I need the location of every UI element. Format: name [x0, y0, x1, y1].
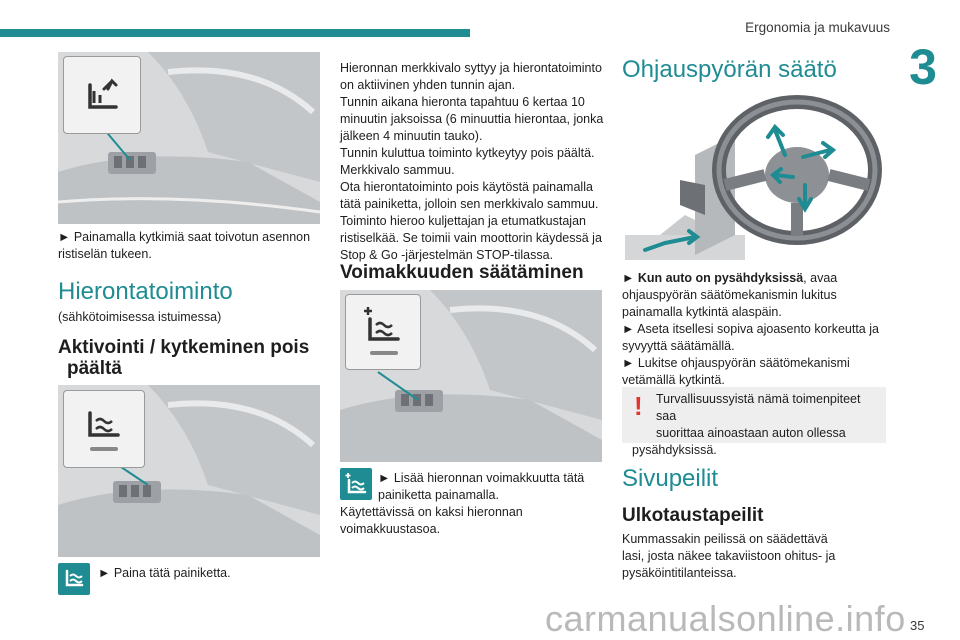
- intensity-step-line: ► Lisää hieronnan voimakkuutta tätä: [378, 471, 585, 485]
- intensity-step: [378, 470, 603, 504]
- chapter-number: 3: [909, 39, 937, 95]
- massage-title: Hierontatoiminto: [58, 278, 233, 305]
- steering-wheel-image: [625, 95, 885, 260]
- step1-rest: , avaa: [803, 271, 838, 285]
- intensity-note-line: voimakkuustasoa.: [340, 522, 441, 536]
- massage-info-line: Hieronnan merkkivalo syttyy ja hierontatoiminto: [340, 61, 602, 75]
- massage-button-callout: [63, 390, 145, 468]
- massage-info-line: Tunnin aikana hieronta tapahtuu 6 kertaa 10: [340, 95, 585, 109]
- warning-text: [632, 391, 882, 459]
- mirrors-line: pysäköintitilanteissa.: [622, 566, 737, 580]
- intensity-note-line: Käytettävissä on kaksi hieronnan: [340, 505, 523, 519]
- massage-info-line: Tunnin kuluttua toiminto kytkeytyy pois päältä.: [340, 146, 595, 160]
- steering-step3-line: vetämällä kytkintä.: [622, 373, 725, 387]
- lumbar-switch-callout: [63, 56, 141, 134]
- page-number: 35: [910, 618, 925, 633]
- top-accent-bar: [0, 29, 470, 37]
- massage-teal-icon: [58, 563, 90, 595]
- massage-info-line: Ota hierontatoiminto pois käytöstä painamalla: [340, 180, 593, 194]
- warning-icon: !: [634, 391, 643, 421]
- intensity-note: [340, 504, 600, 538]
- massage-info: [340, 60, 610, 264]
- massage-seat-icon: [64, 391, 144, 467]
- outside-mirrors-title: Ulkotaustapeilit: [622, 505, 764, 526]
- steering-step3-line: ► Lukitse ohjauspyörän säätömekanismi: [622, 356, 850, 370]
- steering-step2-line: syvyyttä säätämällä.: [622, 339, 735, 353]
- intensity-step-line: painiketta painamalla.: [378, 488, 499, 502]
- steering-title: Ohjauspyörän säätö: [622, 56, 837, 83]
- step1-bold: ► Kun auto on pysähdyksissä: [622, 271, 804, 285]
- lumbar-instruction: ► Painamalla kytkimiä saat toivotun asennon ristiselän tukeen.: [58, 230, 311, 261]
- activation-title-line1: Aktivointi / kytkeminen pois: [58, 337, 310, 358]
- massage-info-line: jälkeen 4 minuutin tauko).: [340, 129, 483, 143]
- steering-steps: [622, 270, 887, 389]
- warning-line: pysähdyksissä.: [632, 443, 717, 457]
- activation-title-line2: päältä: [67, 358, 122, 379]
- massage-info-line: Toiminto hieroo kuljettajan ja etumatkustajan: [340, 214, 586, 228]
- steering-step2-line: ► Aseta itsellesi sopiva ajoasento korkeutta ja: [622, 322, 879, 336]
- intensity-teal-icon: [340, 468, 372, 500]
- intensity-seat-icon: [346, 295, 420, 369]
- massage-subtitle: (sähkötoimisessa istuimessa): [58, 310, 222, 324]
- section-title: Ergonomia ja mukavuus: [745, 20, 890, 35]
- massage-info-line: ristiselkää. Se toimii vain moottorin käydessä ja: [340, 231, 602, 245]
- intensity-button-callout: [345, 294, 421, 370]
- massage-info-line: on aktiivinen yhden tunnin ajan.: [340, 78, 516, 92]
- steering-step1: [622, 270, 887, 287]
- lumbar-seat-icon: [64, 57, 140, 133]
- mirrors-line: Kummassakin peilissä on säädettävä: [622, 532, 828, 546]
- massage-info-line: Merkkivalo sammuu.: [340, 163, 455, 177]
- warning-line: Turvallisuussyistä nämä toimenpiteet saa: [656, 392, 861, 423]
- massage-info-line: minuutin jaksoissa (6 minuuttia hierontaa, jonka: [340, 112, 604, 126]
- steering-step1-line: painamalla kytkintä alaspäin.: [622, 305, 782, 319]
- warning-line: suorittaa ainoastaan auton ollessa: [656, 426, 846, 440]
- mirrors-line: lasi, josta näkee takaviistoon ohitus- ja: [622, 549, 836, 563]
- massage-info-line: Stop & Go -järjestelmän STOP-tilassa.: [340, 248, 554, 262]
- intensity-title: Voimakkuuden säätäminen: [340, 262, 584, 283]
- warning-box: [622, 387, 886, 457]
- press-button-instruction: ► Paina tätä painiketta.: [98, 566, 231, 580]
- steering-step1-line: ohjauspyörän säätömekanismin lukitus: [622, 288, 837, 302]
- mirrors-title: Sivupeilit: [622, 465, 719, 492]
- outside-mirrors-text: [622, 531, 887, 582]
- massage-info-line: tätä painiketta, jolloin sen merkkivalo sammuu.: [340, 197, 599, 211]
- watermark: carmanualsonline.info: [545, 598, 906, 639]
